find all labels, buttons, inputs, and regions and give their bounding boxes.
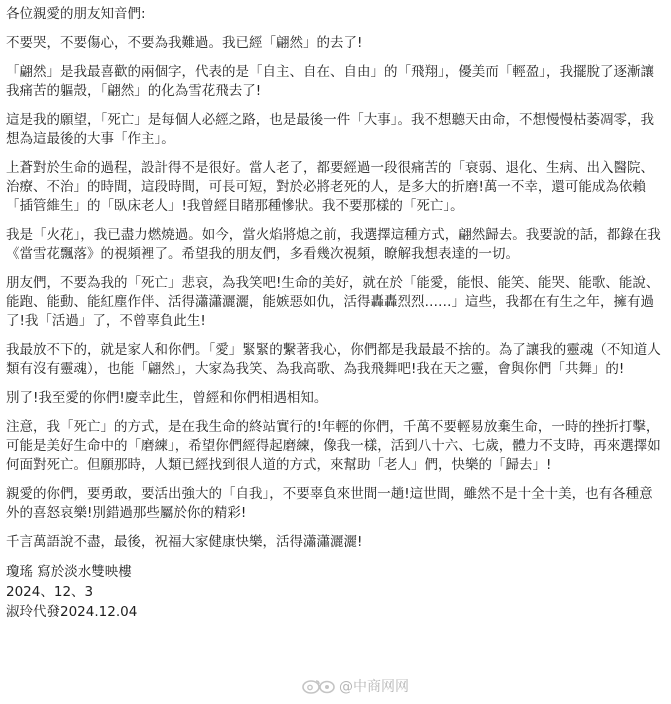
paragraph-3: 這是我的願望，「死亡」是每個人必經之路，也是最後一件「大事」。我不想聽天由命，不想慢慢枯萎凋零，我想為這最後的大事「作主」。 [6, 112, 654, 147]
watermark-text: @中商网网 [339, 679, 409, 695]
paragraph-8: 別了!我至愛的你們!慶幸此生，曾經和你們相遇相知。 [6, 390, 328, 406]
signature-author: 瓊瑤 寫於淡水雙映樓 [6, 564, 132, 580]
signature-date: 2024、12、3 [6, 584, 94, 600]
greeting: 各位親愛的朋友知音們: [6, 6, 146, 22]
paragraph-11: 千言萬語說不盡，最後，祝福大家健康快樂，活得瀟瀟灑灑! [6, 534, 363, 550]
letter [6, 4, 662, 622]
paragraph-10: 親愛的你們，要勇敢，要活出強大的「自我」，不要辜負來世間一趟!這世間，雖然不是十全十美，也有各種意外的喜怒哀樂!別錯過那些屬於你的精彩! [6, 486, 653, 521]
weibo-logo-icon [302, 678, 336, 694]
paragraph-7: 我最放不下的，就是家人和你們。「愛」緊緊的繫著我心，你們都是我最最不捨的。為了讓我的靈魂（不知道人類有沒有靈魂），也能「翩然」，大家為我笑、為我高歌、為我飛舞吧!我在天之靈，會與你們「共舞」的! [6, 342, 661, 377]
paragraph-2: 「翩然」是我最喜歡的兩個字，代表的是「自主、自在、自由」的「飛翔」，優美而「輕盈」，我擺脫了逐漸讓我痛苦的軀殼，「翩然」的化為雪花飛去了! [6, 64, 654, 99]
paragraph-4: 上蒼對於生命的過程，設計得不是很好。當人老了，都要經過一段很痛苦的「衰弱、退化、生病、出入醫院、治療、不治」的時間，這段時間，可長可短，對於必將老死的人，是多大的折磨!萬一不幸，還可能成為依賴「插管維生」的「臥床老人」!我曾經目睹那種慘狀。我不要那樣的「死亡」。 [6, 160, 654, 214]
signature-sent-by: 淑玲代發2024.12.04 [6, 604, 138, 620]
paragraph-6: 朋友們，不要為我的「死亡」悲哀，為我笑吧!生命的美好，就在於「能愛，能恨、能笑、能哭、能歌、能說、能跑、能動、能紅塵作伴、活得瀟瀟灑灑，能嫉惡如仇，活得轟轟烈烈……」這些，我都在有生之年，擁有過了!我「活過」了，不曾辜負此生! [6, 275, 660, 329]
paragraph-1: 不要哭，不要傷心，不要為我難過。我已經「翩然」的去了! [6, 35, 363, 51]
watermark [302, 676, 409, 696]
paragraph-5: 我是「火花」，我已盡力燃燒過。如今，當火焰將熄之前，我選擇這種方式，翩然歸去。我要說的話，都錄在我《當雪花飄落》的視頻裡了。希望我的朋友們，多看幾次視頻，瞭解我想表達的一切。 [6, 227, 661, 262]
paragraph-9: 注意，我「死亡」的方式，是在我生命的終站實行的!年輕的你們，千萬不要輕易放棄生命，一時的挫折打擊，可能是美好生命中的「磨練」，希望你們經得起磨練，像我一樣，活到八十六、七歲，體力不支時，再來選擇如何面對死亡。但願那時，人類已經找到很人道的方式，來幫助「老人」們，快樂的「歸去」! [6, 419, 661, 473]
